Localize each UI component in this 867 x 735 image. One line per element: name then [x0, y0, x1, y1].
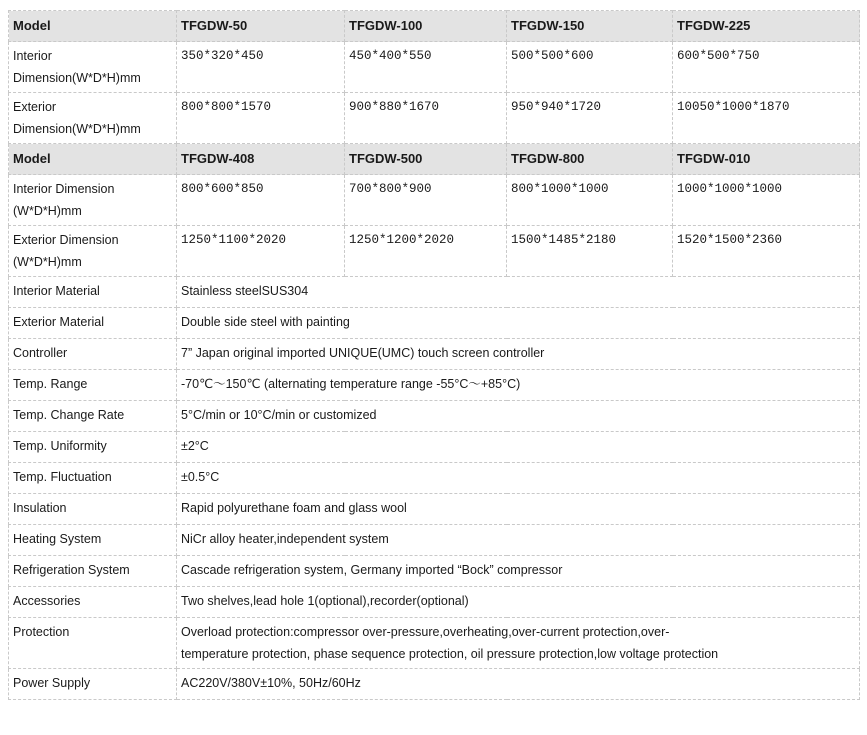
model-name: TFGDW-010: [673, 144, 860, 175]
spec-value: ±2°C: [177, 432, 860, 463]
spec-row-refrigeration-system: [9, 556, 860, 587]
spec-value: NiCr alloy heater,independent system: [177, 525, 860, 556]
spec-value: Stainless steelSUS304: [177, 277, 860, 308]
label-line: (W*D*H)mm: [13, 204, 82, 218]
spec-row-protection: [9, 618, 860, 669]
label-line: Dimension(W*D*H)mm: [13, 71, 141, 85]
spec-label: Exterior Material: [9, 308, 177, 339]
spec-row-temp-uniformity: [9, 432, 860, 463]
spec-row-power-supply: [9, 669, 860, 700]
spec-row-accessories: [9, 587, 860, 618]
spec-value: 7” Japan original imported UNIQUE(UMC) touch screen controller: [177, 339, 860, 370]
spec-label: Controller: [9, 339, 177, 370]
spec-label: Heating System: [9, 525, 177, 556]
label-line: Exterior: [13, 100, 57, 114]
spec-value: 5°C/min or 10°C/min or customized: [177, 401, 860, 432]
dimension-value: 1000*1000*1000: [673, 175, 860, 226]
model-name: TFGDW-150: [507, 11, 673, 42]
protection-line: temperature protection, phase sequence protection, oil pressure protection,low voltage protection: [181, 647, 719, 661]
spec-label: Accessories: [9, 587, 177, 618]
exterior-dimension-row: [9, 226, 860, 277]
spec-row-temp-range: [9, 370, 860, 401]
spec-label: Insulation: [9, 494, 177, 525]
model-header-row: [9, 144, 860, 175]
exterior-dimension-row: [9, 93, 860, 144]
interior-dimension-row: [9, 42, 860, 93]
dimension-value: 700*800*900: [345, 175, 507, 226]
label-line: Dimension(W*D*H)mm: [13, 122, 141, 136]
model-name: TFGDW-225: [673, 11, 860, 42]
protection-line: Overload protection:compressor over-pressure,overheating,over-current protection,over-: [181, 625, 670, 639]
spec-row-controller: [9, 339, 860, 370]
model-header-row: [9, 11, 860, 42]
label-line: Interior Dimension: [13, 182, 115, 196]
dimension-value: 600*500*750: [673, 42, 860, 93]
spec-value: Rapid polyurethane foam and glass wool: [177, 494, 860, 525]
row-label: [9, 42, 177, 93]
spec-label: Interior Material: [9, 277, 177, 308]
spec-label: Refrigeration System: [9, 556, 177, 587]
dimension-value: 450*400*550: [345, 42, 507, 93]
row-label: [9, 93, 177, 144]
spec-label: Temp. Range: [9, 370, 177, 401]
spec-row-temp-change-rate: [9, 401, 860, 432]
dimension-value: 800*1000*1000: [507, 175, 673, 226]
dimension-value: 800*800*1570: [177, 93, 345, 144]
spec-row-insulation: [9, 494, 860, 525]
dimension-value: 1250*1100*2020: [177, 226, 345, 277]
model-name: TFGDW-800: [507, 144, 673, 175]
label-line: (W*D*H)mm: [13, 255, 82, 269]
spec-sheet: [8, 10, 859, 700]
spec-label: Temp. Uniformity: [9, 432, 177, 463]
model-name: TFGDW-500: [345, 144, 507, 175]
spec-row-heating-system: [9, 525, 860, 556]
label-line: Exterior Dimension: [13, 233, 119, 247]
spec-value: [177, 618, 860, 669]
model-label: Model: [9, 144, 177, 175]
dimension-value: 1250*1200*2020: [345, 226, 507, 277]
dimension-value: 1520*1500*2360: [673, 226, 860, 277]
dimension-value: 800*600*850: [177, 175, 345, 226]
spec-label: Protection: [9, 618, 177, 669]
interior-dimension-row: [9, 175, 860, 226]
spec-value: AC220V/380V±10%, 50Hz/60Hz: [177, 669, 860, 700]
spec-label: Temp. Fluctuation: [9, 463, 177, 494]
model-name: TFGDW-50: [177, 11, 345, 42]
row-label: [9, 226, 177, 277]
spec-row-interior-material: [9, 277, 860, 308]
spec-label: Power Supply: [9, 669, 177, 700]
spec-row-temp-fluctuation: [9, 463, 860, 494]
spec-row-exterior-material: [9, 308, 860, 339]
row-label: [9, 175, 177, 226]
dimension-value: 1500*1485*2180: [507, 226, 673, 277]
dimension-value: 500*500*600: [507, 42, 673, 93]
dimension-value: 950*940*1720: [507, 93, 673, 144]
spec-value: Cascade refrigeration system, Germany imported “Bock” compressor: [177, 556, 860, 587]
dimension-value: 10050*1000*1870: [673, 93, 860, 144]
spec-value: -70℃～150℃ (alternating temperature range -55°C～+85°C): [177, 370, 860, 401]
spec-value: Double side steel with painting: [177, 308, 860, 339]
dimension-value: 350*320*450: [177, 42, 345, 93]
model-name: TFGDW-100: [345, 11, 507, 42]
label-line: Interior: [13, 49, 52, 63]
dimension-value: 900*880*1670: [345, 93, 507, 144]
spec-label: Temp. Change Rate: [9, 401, 177, 432]
model-label: Model: [9, 11, 177, 42]
model-name: TFGDW-408: [177, 144, 345, 175]
spec-value: ±0.5°C: [177, 463, 860, 494]
spec-value: Two shelves,lead hole 1(optional),recorder(optional): [177, 587, 860, 618]
spec-table: [8, 10, 860, 700]
